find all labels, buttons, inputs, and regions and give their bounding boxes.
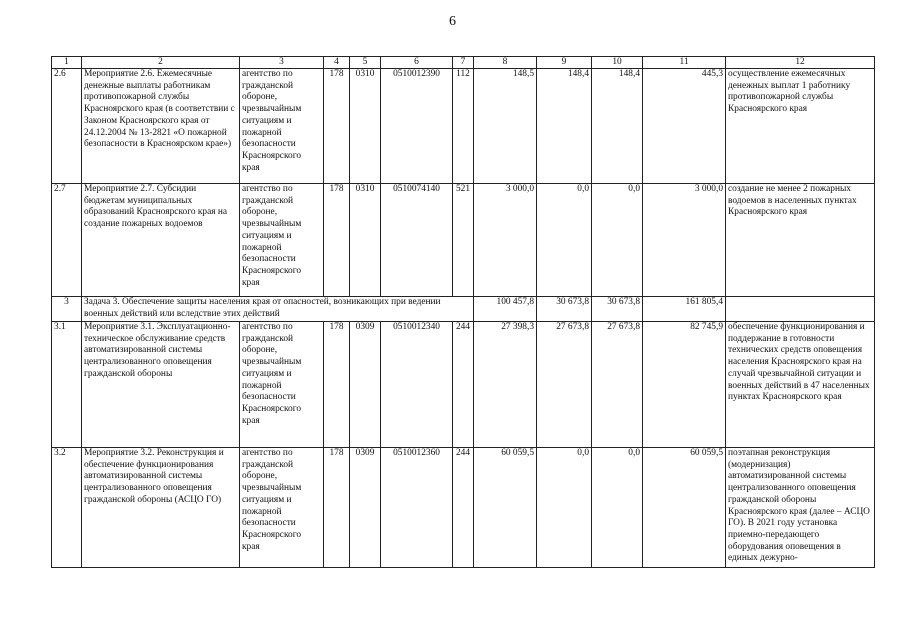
page-number: 6 xyxy=(449,14,456,29)
measure-name: Мероприятие 2.7. Субсидии бюджетам муниципальных образований Красноярского края на создание пожарных водоемов xyxy=(82,184,240,297)
program-table xyxy=(51,56,875,568)
row-number: 2.6 xyxy=(52,69,82,184)
amount-year-2: 27 673,8 xyxy=(537,322,592,448)
amount-year-3: 0,0 xyxy=(592,184,643,297)
row-number: 3 xyxy=(52,297,82,322)
measure-name: Мероприятие 3.1. Эксплуатационно-техническое обслуживание средств автоматизированной системы централизованного оповещения гражданской обороны xyxy=(82,322,240,448)
row-number: 2.7 xyxy=(52,184,82,297)
measure-name: Мероприятие 3.2. Реконструкция и обеспечение функционирования автоматизированной системы централизованного оповещения гражданской обороны (АСЦО ГО) xyxy=(82,448,240,568)
amount-total: 161 805,4 xyxy=(643,297,726,322)
table-row xyxy=(52,322,875,448)
grbs-code: 178 xyxy=(324,69,350,184)
expected-result: обеспечение функционирования и поддержание в готовности технических средств оповещения населения Красноярского края на случай чрезвычайной ситуации и военных действий в 47 населенных пунктах Красноярского края xyxy=(726,322,875,448)
row-number: 3.2 xyxy=(52,448,82,568)
target-article-code: 0510074140 xyxy=(381,184,453,297)
table-row xyxy=(52,448,875,568)
table-row xyxy=(52,184,875,297)
task-title: Задача 3. Обеспечение защиты населения края от опасностей, возникающих при ведении военных действий или вследствие этих действий xyxy=(82,297,474,322)
executor: агентство по гражданской обороне, чрезвычайным ситуациям и пожарной безопасности Красноярского края xyxy=(240,448,324,568)
executor: агентство по гражданской обороне, чрезвычайным ситуациям и пожарной безопасности Красноярского края xyxy=(240,322,324,448)
header-cell: 3 xyxy=(240,57,324,69)
table-row xyxy=(52,69,875,184)
amount-year-1: 148,5 xyxy=(474,69,537,184)
header-cell: 8 xyxy=(474,57,537,69)
amount-year-3: 148,4 xyxy=(592,69,643,184)
executor: агентство по гражданской обороне, чрезвычайным ситуациям и пожарной безопасности Красноярского края xyxy=(240,69,324,184)
grbs-code: 178 xyxy=(324,448,350,568)
amount-year-1: 3 000,0 xyxy=(474,184,537,297)
expected-result: создание не менее 2 пожарных водоемов в населенных пунктах Красноярского края xyxy=(726,184,875,297)
amount-year-2: 0,0 xyxy=(537,184,592,297)
section-code: 0310 xyxy=(350,184,381,297)
header-cell: 7 xyxy=(453,57,474,69)
expense-type-code: 244 xyxy=(453,448,474,568)
amount-year-1: 100 457,8 xyxy=(474,297,537,322)
amount-year-3: 0,0 xyxy=(592,448,643,568)
header-cell: 12 xyxy=(726,57,875,69)
amount-year-2: 148,4 xyxy=(537,69,592,184)
header-cell: 11 xyxy=(643,57,726,69)
header-cell: 10 xyxy=(592,57,643,69)
target-article-code: 0510012340 xyxy=(381,322,453,448)
grbs-code: 178 xyxy=(324,184,350,297)
executor: агентство по гражданской обороне, чрезвычайным ситуациям и пожарной безопасности Красноярского края xyxy=(240,184,324,297)
amount-year-3: 30 673,8 xyxy=(592,297,643,322)
amount-total: 60 059,5 xyxy=(643,448,726,568)
header-cell: 4 xyxy=(324,57,350,69)
row-number: 3.1 xyxy=(52,322,82,448)
expected-result: осуществление ежемесячных денежных выплат 1 работнику противопожарной службы Красноярского края xyxy=(726,69,875,184)
measure-name: Мероприятие 2.6. Ежемесячные денежные выплаты работникам противопожарной службы Красноярского края (в соответствии с Законом Красноярского края от 24.12.2004 № 13-2821 «О пожарной безопасности в Красноярском крае») xyxy=(82,69,240,184)
amount-year-1: 27 398,3 xyxy=(474,322,537,448)
expense-type-code: 112 xyxy=(453,69,474,184)
expected-result: поэтапная реконструкция (модернизация) автоматизированной системы централизованного оповещения гражданской обороны Красноярского края (далее – АСЦО ГО). В 2021 году установка приемно-передающего оборудования оповещения в единых дежурно- xyxy=(726,448,875,568)
header-cell: 9 xyxy=(537,57,592,69)
expected-result xyxy=(726,297,875,322)
header-cell: 6 xyxy=(381,57,453,69)
expense-type-code: 521 xyxy=(453,184,474,297)
amount-year-2: 0,0 xyxy=(537,448,592,568)
amount-year-1: 60 059,5 xyxy=(474,448,537,568)
section-code: 0309 xyxy=(350,448,381,568)
section-code: 0309 xyxy=(350,322,381,448)
amount-total: 82 745,9 xyxy=(643,322,726,448)
amount-total: 445,3 xyxy=(643,69,726,184)
target-article-code: 0510012390 xyxy=(381,69,453,184)
task-row xyxy=(52,297,875,322)
header-row xyxy=(52,57,875,69)
header-cell: 2 xyxy=(82,57,240,69)
header-cell: 1 xyxy=(52,57,82,69)
section-code: 0310 xyxy=(350,69,381,184)
grbs-code: 178 xyxy=(324,322,350,448)
expense-type-code: 244 xyxy=(453,322,474,448)
header-cell: 5 xyxy=(350,57,381,69)
amount-year-2: 30 673,8 xyxy=(537,297,592,322)
amount-total: 3 000,0 xyxy=(643,184,726,297)
amount-year-3: 27 673,8 xyxy=(592,322,643,448)
target-article-code: 0510012360 xyxy=(381,448,453,568)
